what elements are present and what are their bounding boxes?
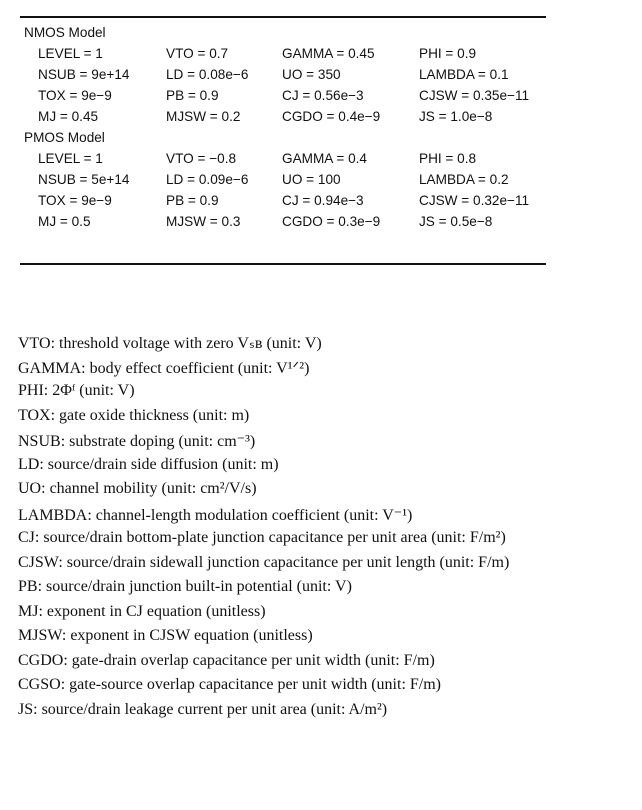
legend-key: NSUB : (18, 433, 65, 450)
param-cell: LEVEL = 1 (38, 46, 103, 61)
table-row (20, 68, 550, 89)
list-item (18, 578, 628, 603)
param-cell: LD = 0.09e−6 (166, 172, 249, 187)
param-cell: CJ = 0.56e−3 (282, 88, 364, 103)
param-cell: UO = 100 (282, 172, 341, 187)
param-cell: LAMBDA = 0.1 (419, 67, 509, 82)
list-item (18, 480, 628, 505)
list-item (18, 529, 628, 554)
legend-key: PHI : (18, 382, 48, 399)
legend-desc: channel mobility (unit: cm²/V/s) (49, 480, 257, 497)
list-item (18, 603, 628, 628)
legend-desc: body effect coefficient (unit: V¹ᐟ²) (89, 359, 310, 377)
param-cell: MJ = 0.45 (38, 109, 99, 124)
param-cell: PHI = 0.8 (419, 151, 477, 166)
legend-desc: channel-length modulation coefficient (unit: V⁻¹) (95, 506, 413, 524)
table-row (20, 194, 550, 215)
param-cell: VTO = 0.7 (166, 46, 229, 61)
table-bottom-rule (20, 263, 546, 265)
legend-desc: source/drain junction built-in potential (unit: V) (46, 578, 352, 595)
model-heading-pmos (20, 131, 550, 152)
legend-key: CGDO : (18, 652, 68, 669)
table-top-rule (20, 16, 546, 18)
param-cell: PHI = 0.9 (419, 46, 477, 61)
table-row (20, 173, 550, 194)
legend-key: PB : (18, 578, 42, 595)
model-heading-nmos (20, 26, 550, 47)
legend-key: TOX : (18, 407, 55, 424)
list-item (18, 505, 628, 530)
legend-key: UO : (18, 480, 46, 497)
legend-key: JS : (18, 701, 38, 718)
param-cell: LD = 0.08e−6 (166, 67, 249, 82)
legend-desc: source/drain bottom-plate junction capacitance per unit area (unit: F/m²) (43, 529, 506, 546)
model-title: NMOS Model (24, 25, 106, 40)
legend-desc: exponent in CJSW equation (unitless) (70, 627, 313, 644)
list-item (18, 554, 628, 579)
list-item (18, 676, 628, 701)
param-cell: MJSW = 0.2 (166, 109, 241, 124)
legend-key: CJ : (18, 529, 39, 546)
legend-desc: source/drain leakage current per unit area (unit: A/m²) (41, 700, 388, 718)
spice-parameter-table (20, 26, 550, 236)
param-cell: CGDO = 0.4e−9 (282, 109, 381, 124)
list-item (18, 358, 628, 383)
legend-key: MJSW : (18, 627, 66, 644)
parameter-legend (18, 333, 628, 725)
param-cell: UO = 350 (282, 67, 341, 82)
param-cell: CJSW = 0.35e−11 (419, 88, 530, 103)
param-cell: GAMMA = 0.4 (282, 151, 367, 166)
param-cell: CJ = 0.94e−3 (282, 193, 364, 208)
param-cell: MJSW = 0.3 (166, 214, 241, 229)
legend-key: CJSW : (18, 554, 63, 571)
list-item (18, 333, 628, 358)
param-cell: NSUB = 5e+14 (38, 172, 130, 187)
legend-desc: gate-drain overlap capacitance per unit width (unit: F/m) (71, 651, 435, 669)
list-item (18, 382, 628, 407)
table-row (20, 110, 550, 131)
param-cell: LAMBDA = 0.2 (419, 172, 509, 187)
list-item (18, 701, 628, 726)
list-item (18, 407, 628, 432)
legend-desc: 2Φᶠ (unit: V) (52, 382, 135, 399)
table-row (20, 89, 550, 110)
table-row (20, 152, 550, 173)
legend-key: VTO : (18, 335, 55, 352)
param-cell: TOX = 9e−9 (38, 193, 112, 208)
legend-desc: gate oxide thickness (unit: m) (59, 406, 250, 424)
legend-desc: source/drain sidewall junction capacitance per unit length (unit: F/m) (66, 553, 510, 571)
legend-key: MJ : (18, 603, 43, 620)
param-cell: VTO = −0.8 (166, 151, 237, 166)
legend-desc: source/drain side diffusion (unit: m) (47, 455, 279, 473)
legend-desc: exponent in CJ equation (unitless) (46, 602, 266, 620)
legend-desc: threshold voltage with zero Vₛʙ (unit: V) (59, 335, 322, 352)
table-row (20, 47, 550, 68)
legend-key: CGSO : (18, 676, 65, 693)
list-item (18, 431, 628, 456)
param-cell: CGDO = 0.3e−9 (282, 214, 381, 229)
list-item (18, 456, 628, 481)
legend-key: GAMMA : (18, 360, 86, 377)
table-row (20, 215, 550, 236)
legend-desc: substrate doping (unit: cm⁻³) (69, 433, 256, 450)
list-item (18, 652, 628, 677)
param-cell: PB = 0.9 (166, 88, 219, 103)
param-cell: LEVEL = 1 (38, 151, 103, 166)
param-cell: PB = 0.9 (166, 193, 219, 208)
param-cell: NSUB = 9e+14 (38, 67, 130, 82)
param-cell: GAMMA = 0.45 (282, 46, 375, 61)
param-cell: CJSW = 0.32e−11 (419, 193, 530, 208)
legend-desc: gate-source overlap capacitance per unit width (unit: F/m) (69, 676, 441, 693)
legend-key: LAMBDA : (18, 507, 92, 524)
param-cell: TOX = 9e−9 (38, 88, 112, 103)
list-item (18, 627, 628, 652)
model-title: PMOS Model (24, 130, 105, 145)
legend-key: LD : (18, 456, 44, 473)
param-cell: MJ = 0.5 (38, 214, 91, 229)
param-cell: JS = 0.5e−8 (419, 214, 493, 229)
param-cell: JS = 1.0e−8 (419, 109, 493, 124)
